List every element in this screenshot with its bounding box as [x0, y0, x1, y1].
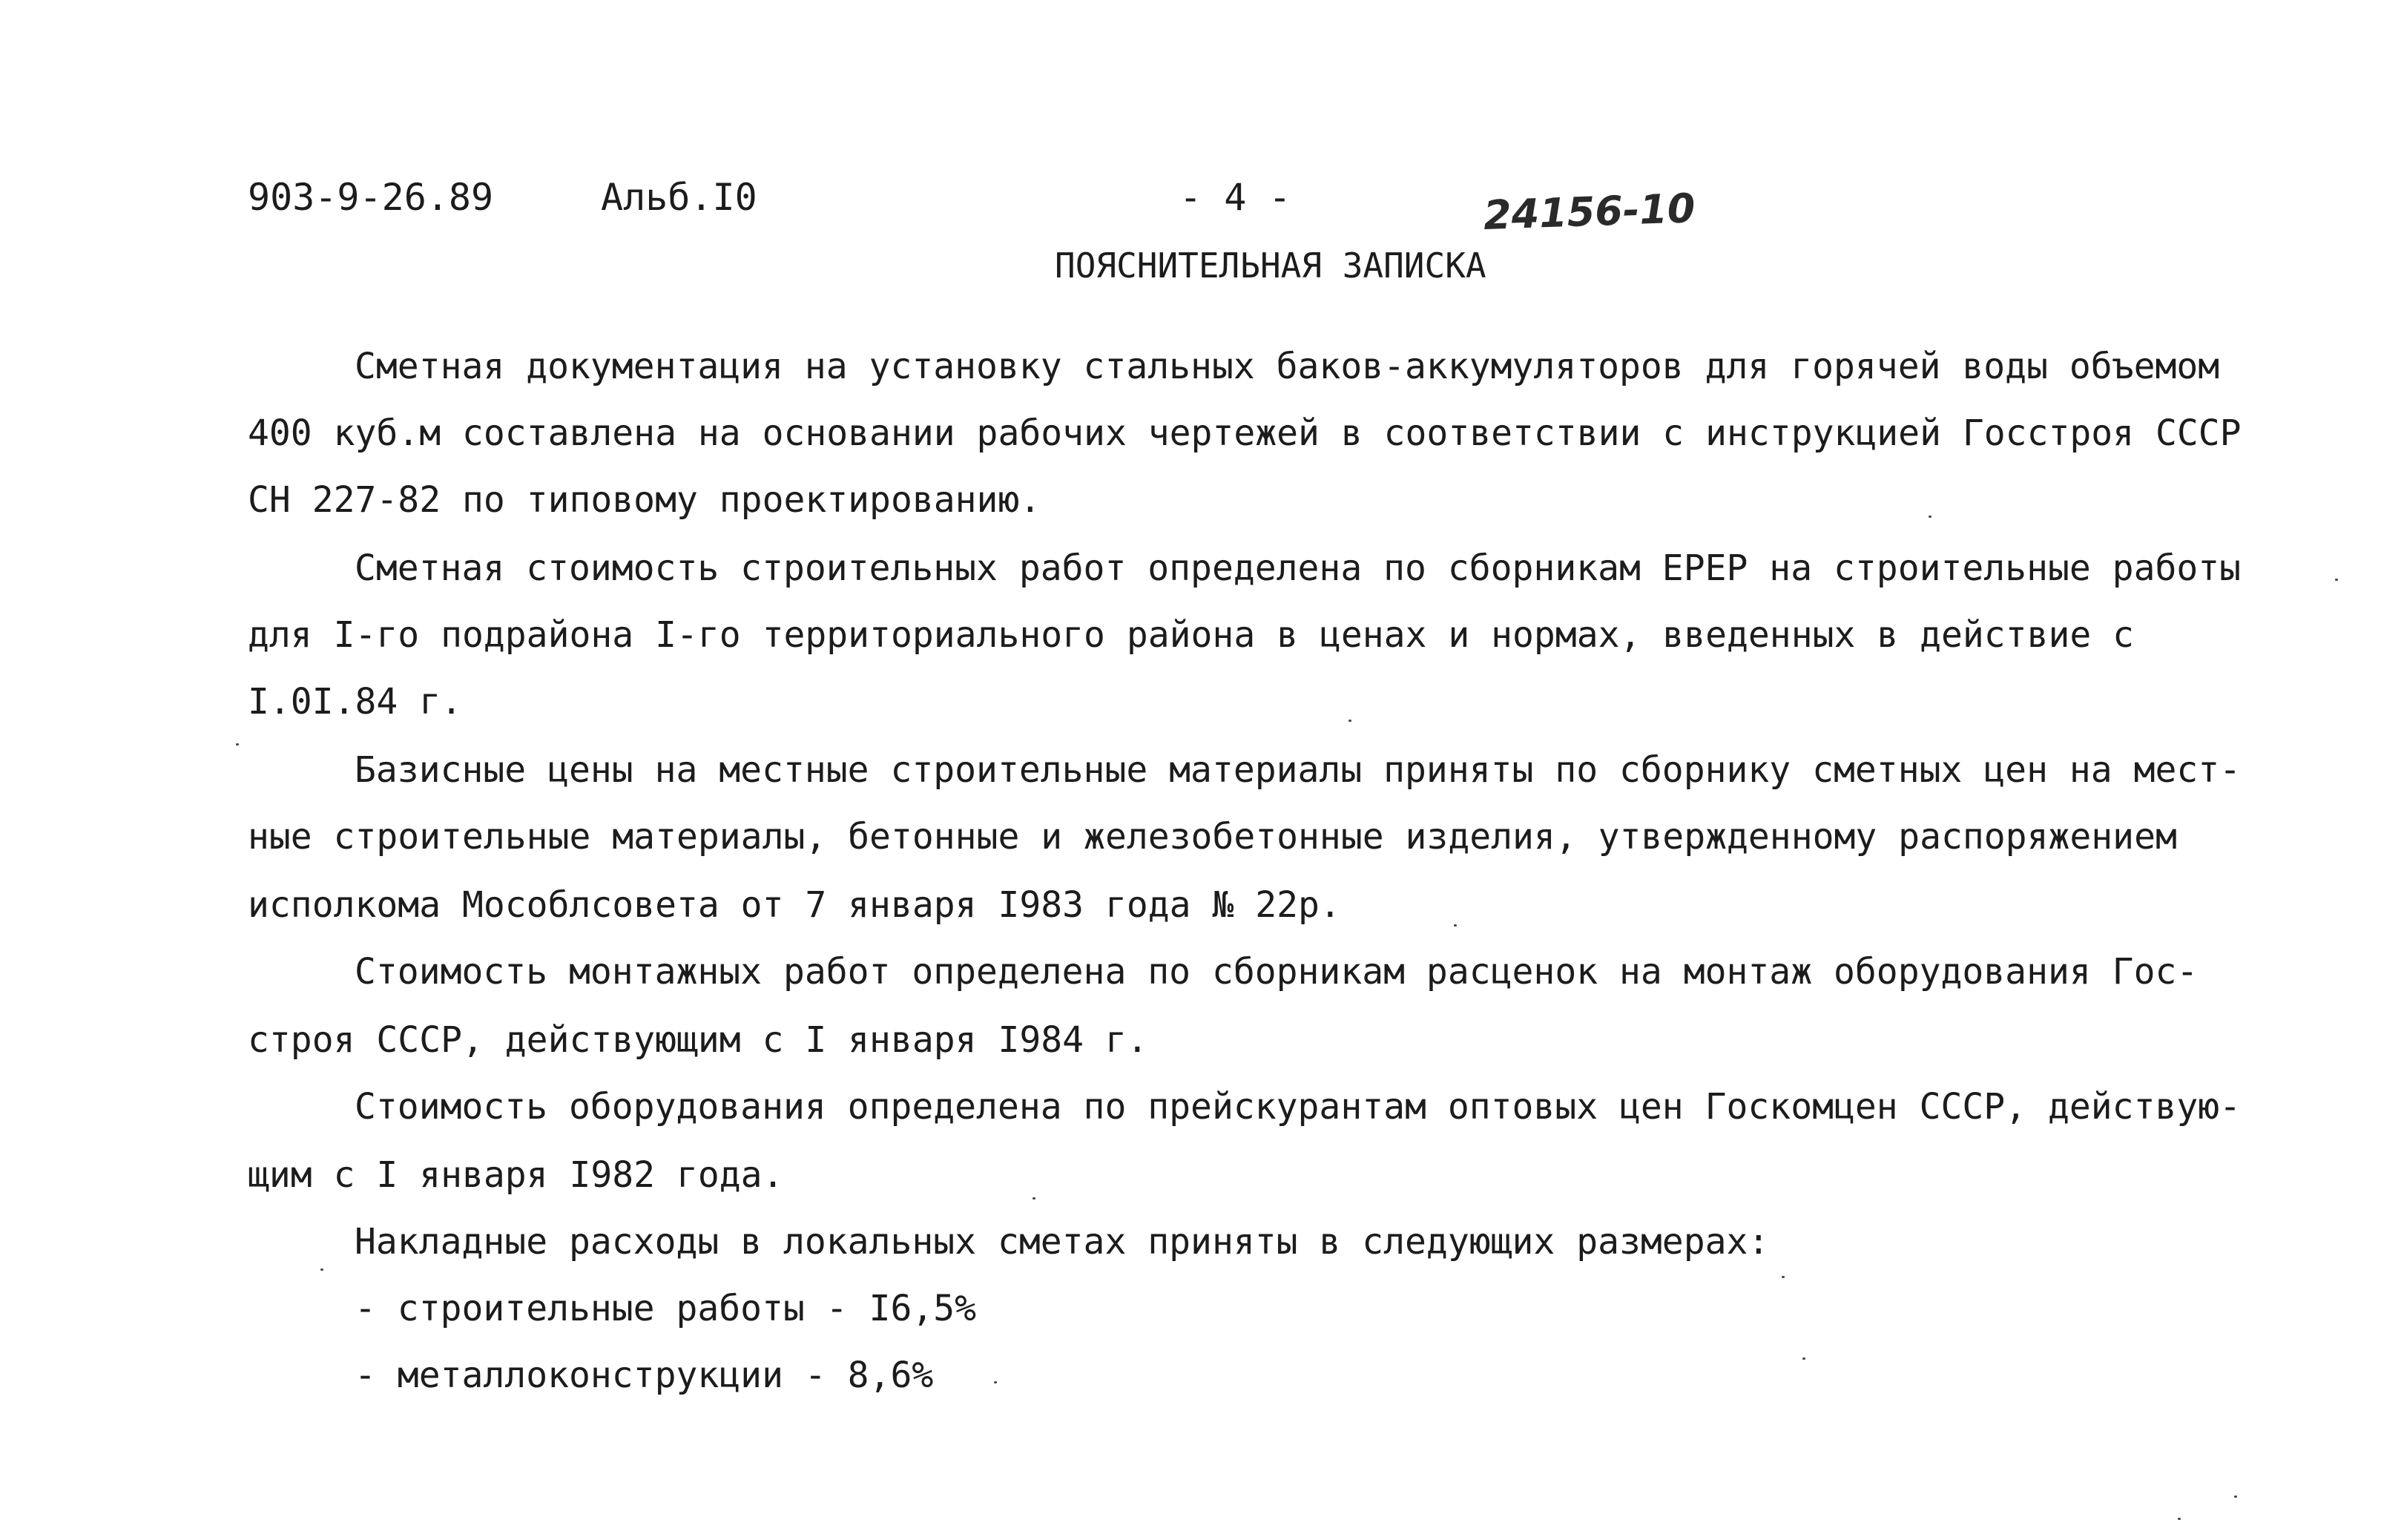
- album-number: Альб.I0: [601, 176, 757, 219]
- text-line: Сметная документация на установку стальных баков-аккумуляторов для горячей воды объемом: [355, 346, 2220, 387]
- page-title: ПОЯСНИТЕЛЬНАЯ ЗАПИСКА: [1055, 246, 1486, 286]
- scan-speck: [236, 743, 239, 746]
- text-line: Стоимость оборудования определена по прейскурантам оптовых цен Госкомцен СССР, действую-: [355, 1086, 2242, 1128]
- scan-speck: [1348, 720, 1351, 722]
- scan-speck: [1802, 1358, 1805, 1360]
- text-line: Сметная стоимость строительных работ определена по сборникам ЕРЕР на строительные работы: [355, 547, 2242, 589]
- scan-speck: [2234, 1495, 2237, 1498]
- scan-speck: [1033, 1197, 1035, 1200]
- text-line: 400 куб.м составлена на основании рабочих чертежей в соответствии с инструкцией Госстроя СССР: [248, 412, 2242, 454]
- text-line: для I-го подрайона I-го территориального района в ценах и нормах, введенных в действие с: [248, 614, 2135, 656]
- text-line: щим с I января I982 года.: [248, 1154, 784, 1196]
- scan-speck: [2335, 579, 2338, 581]
- text-line: исполкома Мособлсовета от 7 января I983 года № 22р.: [248, 884, 1341, 926]
- page-number: - 4 -: [1179, 176, 1291, 219]
- text-line: Базисные цены на местные строительные материалы приняты по сборнику сметных цен на мест-: [355, 749, 2242, 791]
- text-line: ные строительные материалы, бетонные и железобетонные изделия, утвержденному распоряжением: [248, 816, 2177, 858]
- text-line: - металлоконструкции - 8,6%: [355, 1355, 934, 1396]
- doc-code: 903-9-26.89: [248, 176, 494, 219]
- scan-speck: [1929, 516, 1932, 518]
- scan-speck: [320, 1268, 323, 1271]
- scan-speck: [1782, 1276, 1785, 1278]
- text-line: I.0I.84 г.: [248, 681, 462, 723]
- scan-speck: [1454, 924, 1457, 927]
- text-line: СН 227-82 по типовому проектированию.: [248, 479, 1041, 521]
- text-line: Накладные расходы в локальных сметах приняты в следующих размерах:: [355, 1221, 1770, 1263]
- text-line: - строительные работы - I6,5%: [355, 1288, 977, 1329]
- handwritten-number: 24156-10: [1482, 185, 1696, 239]
- text-line: строя СССР, действующим с I января I984 г.: [248, 1019, 1148, 1061]
- text-line: Стоимость монтажных работ определена по сборникам расценок на монтаж оборудования Гос-: [355, 951, 2199, 993]
- scan-speck: [994, 1381, 997, 1383]
- scan-speck: [2178, 1518, 2181, 1520]
